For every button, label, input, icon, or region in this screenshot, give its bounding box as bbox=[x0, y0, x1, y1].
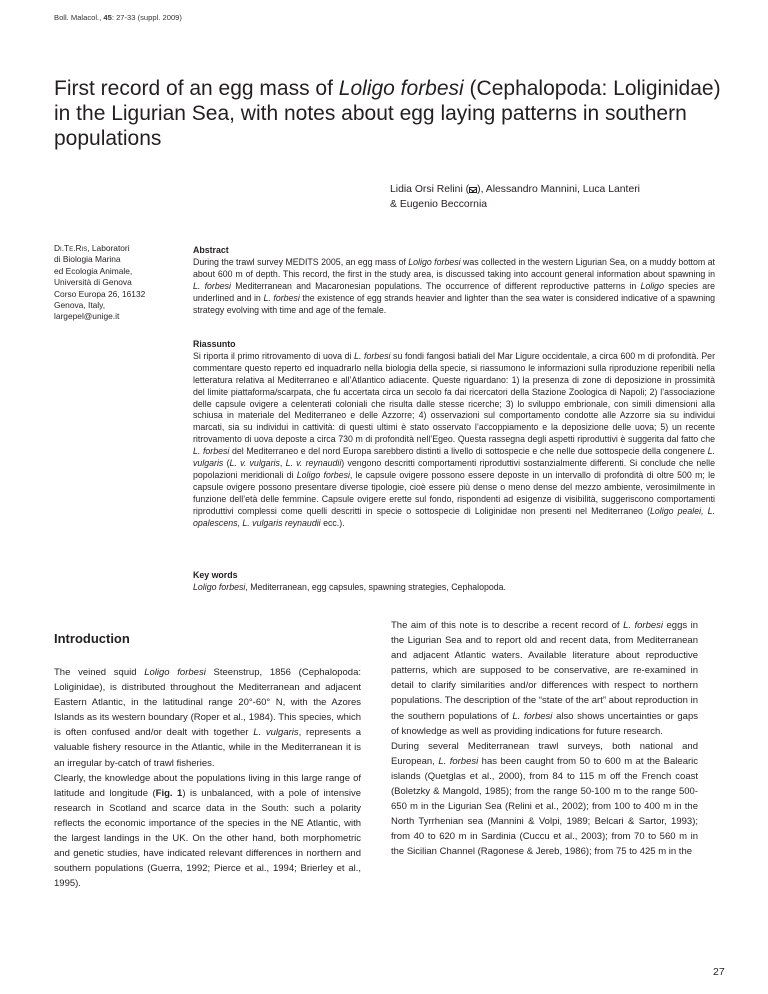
journal-citation bbox=[54, 13, 182, 22]
affiliation-line: Università di Genova bbox=[54, 277, 132, 288]
affiliation-dept: Di.Te.Ris bbox=[54, 243, 88, 253]
title-part-1: First record of an egg mass of bbox=[54, 77, 339, 100]
author-line-1a: Lidia Orsi Relini ( bbox=[390, 184, 470, 195]
journal-name: Boll. Malacol., bbox=[54, 13, 102, 22]
intro-paragraph-2: Clearly, the knowledge about the populations living in this large range of latitude and longitude (Fig. 1) is unbalanced, with a pole of intensive research in Scotland and scarce data in the South: such a polarity reflects the economic importance of the species in the NE Atlantic, with the largest landings in the UK. On the other hand, both morphometric and genetic studies, have indicated relevant differences in northern and southern populations (Guerra, 1992; Pierce et al., 1994; Brierley et al., 1995). bbox=[54, 772, 362, 890]
author-line-1b: ), Alessandro Mannini, Luca Lanteri bbox=[477, 184, 640, 195]
affiliation-line: , Laboratori bbox=[87, 243, 130, 253]
left-column bbox=[54, 665, 361, 891]
title-species: Loligo forbesi bbox=[338, 77, 464, 100]
abstract-section bbox=[193, 245, 715, 316]
intro-paragraph-4: During several Mediterranean trawl surveys, both national and European, L. forbesi has been caught from 50 to 600 m at the Balearic islands (Quetglas et al., 2000), from 84 to 115 m off the French coast (Boletzky & Mangold, 1985); from the range 50-100 m to the range 500-650 m in the Ligurian Sea (Relini et al., 2002); from 100 to 400 m in the North Tyrrhenian sea (Mannini & Volpi, 1989; Belcari & Sartor, 1993); from 40 to 620 m in Sardinia (Cuccu et al., 2003); from 70 to 560 m in the Sicilian Channel (Ragonese & Jereb, 1986); from 75 to 425 m in the bbox=[391, 740, 699, 858]
affiliation-line: di Biologia Marina bbox=[54, 254, 121, 265]
author-list bbox=[390, 183, 710, 212]
figure-reference[interactable]: Fig. 1 bbox=[155, 787, 183, 799]
envelope-icon[interactable] bbox=[469, 187, 477, 193]
abstract-heading: Abstract bbox=[193, 245, 229, 255]
affiliation bbox=[54, 243, 174, 323]
abstract-text: During the trawl survey MEDITS 2005, an egg mass of Loligo forbesi was collected in the western Ligurian Sea, on a muddy bottom at about 600 m of depth. This record, the first in the study area, is discussed taking into account general information about spawning in L. forbesi Mediterranean and Macaronesian populations. The occurrence of different reproductive patterns in Loligo species are underlined and in L. forbesi the existence of egg strands heavier and lighter than the sea water is considered indicative of a spawning strategy evolving with time and age of the female. bbox=[193, 256, 716, 315]
intro-paragraph-3: The aim of this note is to describe a recent record of L. forbesi eggs in the Ligurian Sea and to report old and recent data, from Mediterranean and adjacent Atlantic waters. Available literature about reproductive patterns, which are supposed to be conservative, are re-examined in detail to clarify similarities and/or differences with respect to northern populations. The description of the “state of the art” about reproduction in the southern populations of L. forbesi also shows uncertainties or gaps of knowledge as well as providing indications for future research. bbox=[391, 620, 698, 737]
journal-volume: 45 bbox=[103, 13, 112, 22]
keywords-heading: Key words bbox=[193, 570, 238, 580]
intro-paragraph-1: The veined squid Loligo forbesi Steenstrup, 1856 (Cephalopoda: Loliginidae), is distributed throughout the Mediterranean and adjacent Eastern Atlantic, in the latitudinal range 20°-60° N, with the Azores Islands as its western boundary (Roper et al., 1984). This species, which is often confused and/or dealt with together L. vulgaris, represents a valuable fishery resource in the Atlantic, while in the Mediterranean it is an irregular by-catch of trawl fisheries. bbox=[54, 667, 361, 769]
affiliation-line: Corso Europa 26, 16132 bbox=[54, 288, 146, 299]
introduction-heading: Introduction bbox=[54, 631, 130, 646]
page-number: 27 bbox=[713, 966, 725, 978]
keywords-section bbox=[193, 570, 715, 594]
affiliation-email[interactable]: largepel@unige.it bbox=[54, 311, 120, 322]
riassunto-text: Si riporta il primo ritrovamento di uova di L. forbesi su fondi fangosi batiali del Mar Ligure occidentale, a circa 600 m di profondità. Per commentare questo reperto ed inquadrarlo nella biologia della specie, si riassumono le informazioni sulla riproduzione reperibili nella letteratura relativa al Mediterraneo e all’Atlantico adiacente. Queste riguardano: 1) la presenza di zone di deposizione in prossimità del limite piattaforma/scarpata, che fu accertata circa un secolo fa dai ricercatori della Stazione Zoologica di Napoli; 2) l’associazione delle capsule ovigere a celenterati coloniali che risulta dalle stesse ricerche; 3) lo sviluppo embrionale, con simili dimensioni alla schiusa in materiale del Mediterraneo e delle Azzorre; 4) osservazioni sul comportamento condotte alle Azzorre sia su individui marcati, sia su individui in cattività: di questi ultimi è stato osservato l’accoppiamento e la deposizione delle uova; 5) un recente ritrovamento di uova deposte a circa 730 m di profondità nell’Egeo. Questa rassegna degli aspetti riproduttivi è suggerita dal fatto che L. forbesi del Mediterraneo e del nord Europa sarebbero distinti a livello di sottospecie e che nelle due sottospecie della congenere L. vulgaris (L. v. vulgaris, L. v. reynaudii) vengono descritti comportamenti riproduttivi sostanzialmente differenti. Si conclude che nelle popolazioni meridionali di Loligo forbesi, le capsule ovigere possono essere deposte in un intervallo di profondità di oltre 500 m; le capsule ovigere possono presentare diverse tipologie, cioè essere più dense o meno dense del mezzo ambiente, verosimilmente in funzione dell’età delle femmine. Capsule ovigere erette sul fondo, rispondenti ad esigenze di visibilità, suggeriscono comportamenti riproduttivi complessi come quelli descritti in specie o sottospecie di Loliginidae non presenti nel Mediterraneo (Loligo pealei, L. opalescens, L. vulgaris reynaudii ecc.). bbox=[193, 350, 716, 528]
affiliation-line: Genova, Italy, bbox=[54, 300, 106, 311]
journal-pages: : 27-33 (suppl. 2009) bbox=[111, 13, 182, 22]
riassunto-heading: Riassunto bbox=[193, 339, 236, 349]
title-part-2: (Cephalopoda: Loliginidae) in the Ligurian Sea, with notes about egg laying patterns in southern populations bbox=[54, 77, 721, 150]
right-column bbox=[391, 618, 698, 860]
affiliation-line: ed Ecologia Animale, bbox=[54, 265, 133, 276]
riassunto-section bbox=[193, 339, 715, 530]
author-line-2: & Eugenio Beccornia bbox=[390, 198, 488, 210]
keywords-text: Loligo forbesi, Mediterranean, egg capsules, spawning strategies, Cephalopoda. bbox=[193, 581, 506, 592]
article-title bbox=[54, 76, 734, 151]
